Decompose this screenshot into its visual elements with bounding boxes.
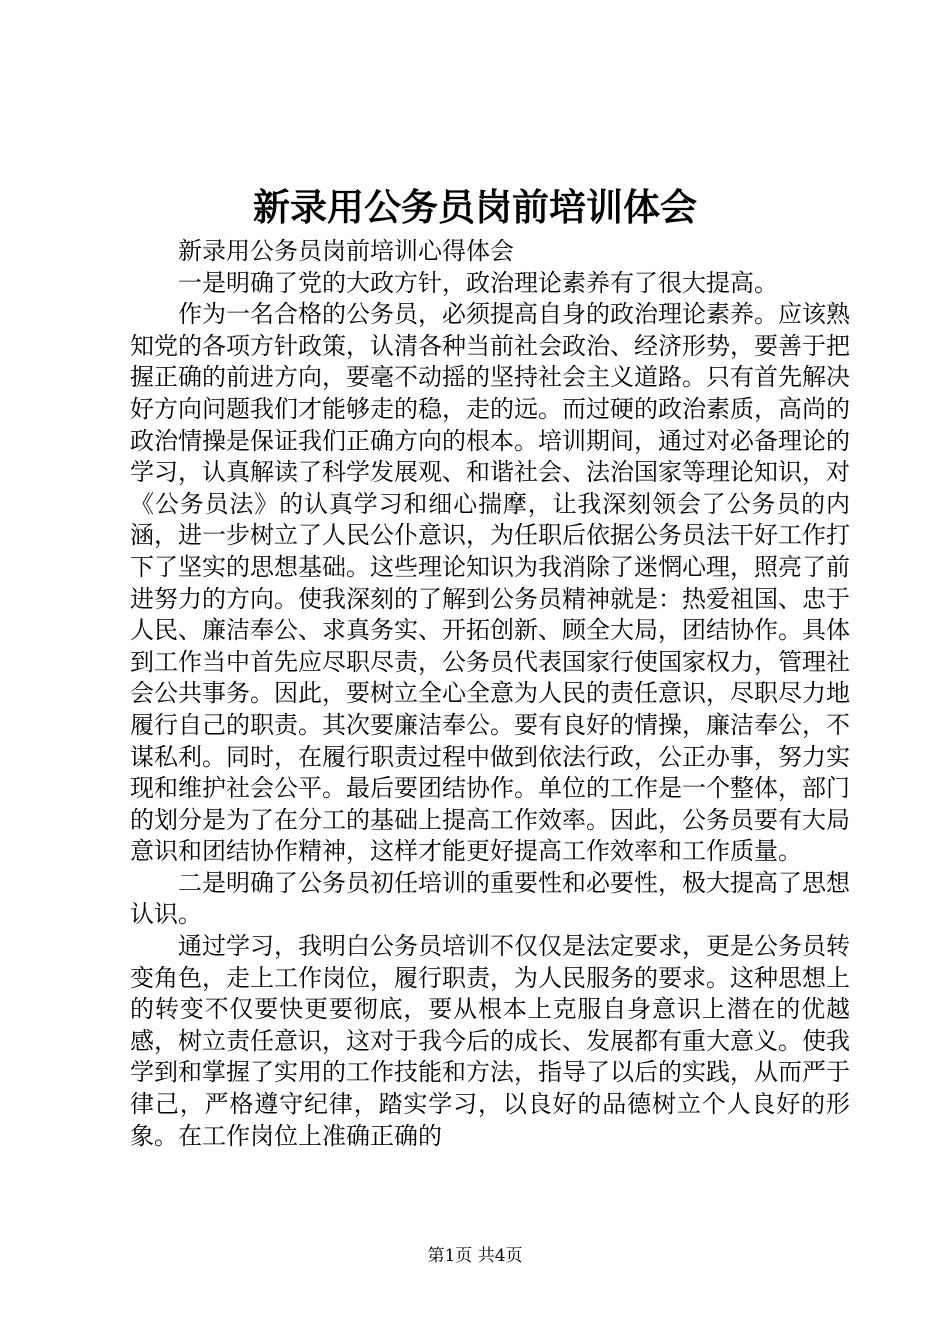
document-body	[130, 236, 850, 1152]
paragraph-point-one: 一是明确了党的大政方针，政治理论素养有了很大提高。	[178, 268, 778, 297]
paragraph-subtitle: 新录用公务员岗前培训心得体会	[178, 237, 514, 265]
page-footer: 第1页 共4页	[427, 1246, 523, 1266]
paragraph-body-one: 作为一名合格的公务员，必须提高自身的政治理论素养。应该熟知党的各项方针政策，认清各种当前社会政治、经济形势，要善于把握正确的前进方向，要毫不动摇的坚持社会主义道路。只有首先解决好方向问题我们才能够走的稳，走的远。而过硬的政治素质，高尚的政治情操是保证我们正确方向的根本。培训期间，通过对必备理论的学习，认真解读了科学发展观、和谐社会、法治国家等理论知识，对《公务员法》的认真学习和细心揣摩，让我深刻领会了公务员的内涵，进一步树立了人民公仆意识，为任职后依据公务员法干好工作打下了坚实的思想基础。这些理论知识为我消除了迷惘心理，照亮了前进努力的方向。使我深刻的了解到公务员精神就是：热爱祖国、忠于人民、廉洁奉公、求真务实、开拓创新、顾全大局，团结协作。具体到工作当中首先应尽职尽责，公务员代表国家行使国家权力，管理社会公共事务。因此，要树立全心全意为人民的责任意识，尽职尽力地履行自己的职责。其次要廉洁奉公。要有良好的情操，廉洁奉公，不谋私利。同时，在履行职责过程中做到依法行政，公正办事，努力实现和维护社会公平。最后要团结协作。单位的工作是一个整体，部门的划分是为了在分工的基础上提高工作效率。因此，公务员要有大局意识和团结协作精神，这样才能更好提高工作效率和工作质量。	[130, 300, 850, 866]
paragraph-point-two: 二是明确了公务员初任培训的重要性和必要性，极大提高了思想认识。	[130, 868, 850, 929]
paragraph-body-two: 通过学习，我明白公务员培训不仅仅是法定要求，更是公务员转变角色，走上工作岗位，履行职责，为人民服务的要求。这种思想上的转变不仅要快更要彻底，要从根本上克服自身意识上潜在的优越感，树立责任意识，这对于我今后的成长、发展都有重大意义。使我学到和掌握了实用的工作技能和方法，指导了以后的实践，从而严于律己，严格遵守纪律，踏实学习，以良好的品德树立个人良好的形象。在工作岗位上准确正确的	[130, 932, 850, 1150]
document-title: 新录用公务员岗前培训体会	[253, 185, 697, 229]
